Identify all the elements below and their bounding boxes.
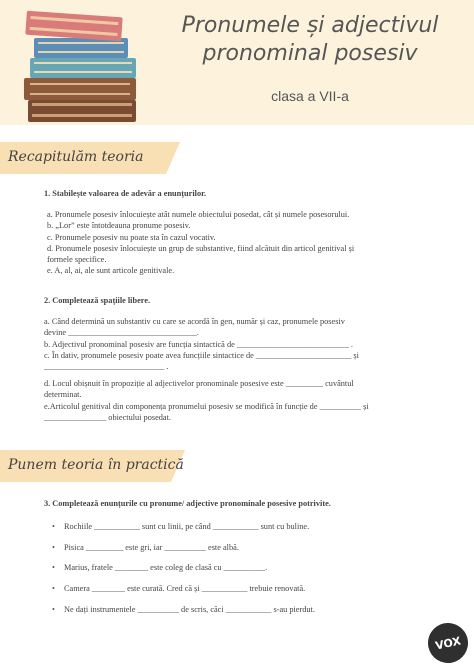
page-title [150,12,470,67]
list-item: • Marius, fratele ________ este coleg de clasă cu __________. [52,562,439,573]
exercise-1-item: c. Pronumele posesiv nu poate sta în cazul vocativ. [47,232,216,242]
exercise-2-item: determinat. [44,390,82,400]
exercise-1-item: a. Pronumele posesiv înlocuiește atât numele obiectului posedat, cât și numele posesorului. [47,210,350,220]
exercise-2-item: _______________ obiectului posedat. [44,412,171,422]
exercise-2-item: d. Locul obișnuit în propoziție al adjectivelor pronominale posesive este _________ cuvântul [44,379,354,389]
title-line-2: pronominal posesiv [202,40,418,66]
banner-practice [0,450,185,482]
books-illustration [20,8,145,126]
banner-practice-label: Punem teoria în practică [8,457,184,473]
list-item: • Ne dați instrumentele __________ de scris, căci ___________ s-au pierdut. [52,604,439,615]
header [0,0,474,125]
exercise-2-heading: 2. Completează spațiile libere. [44,296,151,305]
exercise-1-item: formele specifice. [47,255,107,265]
exercise-2 [44,295,439,423]
exercise-2-item: devine _______________________________. [44,328,199,338]
vox-logo: VOX [424,619,471,666]
title-line-1: Pronumele și adjectivul [181,13,439,38]
page-subtitle: clasa a VII-a [271,88,349,104]
list-item: • Camera ________ este curată. Cred că și ___________ trebuie renovată. [52,583,439,594]
exercise-3 [44,498,439,624]
exercise-1 [44,188,439,276]
list-item: • Rochiile ___________ sunt cu linii, pe când ___________ sunt cu buline. [52,521,439,532]
banner-theory-label: Recapitulăm teoria [8,149,144,165]
exercise-2-item: b. Adjectivul pronominal posesiv are funcția sintactică de ___________________________ . [44,339,354,349]
exercise-2-item: c. În dativ, pronumele posesiv poate avea funcțiile sintactice de _______________________ și [44,350,359,360]
exercise-1-item: e. A, al, ai, ale sunt articole genitivale. [47,266,175,276]
banner-theory [0,142,180,174]
list-item: • Pisica _________ este gri, iar __________ este albă. [52,542,439,553]
exercise-3-list [52,521,439,615]
exercise-1-item: b. „Lor” este întotdeauna pronume posesiv. [47,221,191,231]
exercise-2-item: e.Articolul genitival din componența pronumelui posesiv se modifică în funcție de __________ și [44,401,369,411]
exercise-1-item: d. Pronumele posesiv înlocuiește un grup de substantive, fiind alcătuit din articol genitival și [47,243,355,253]
exercise-2-item: _____________________________ . [44,362,169,372]
exercise-3-heading: 3. Completează enunțurile cu pronume/ adjective pronominale posesive potrivite. [44,499,331,508]
exercise-1-heading: 1. Stabilește valoarea de adevăr a enunțurilor. [44,189,207,198]
exercise-2-item: a. Când determină un substantiv cu care se acordă în gen, număr și caz, pronumele posesiv [44,317,345,327]
